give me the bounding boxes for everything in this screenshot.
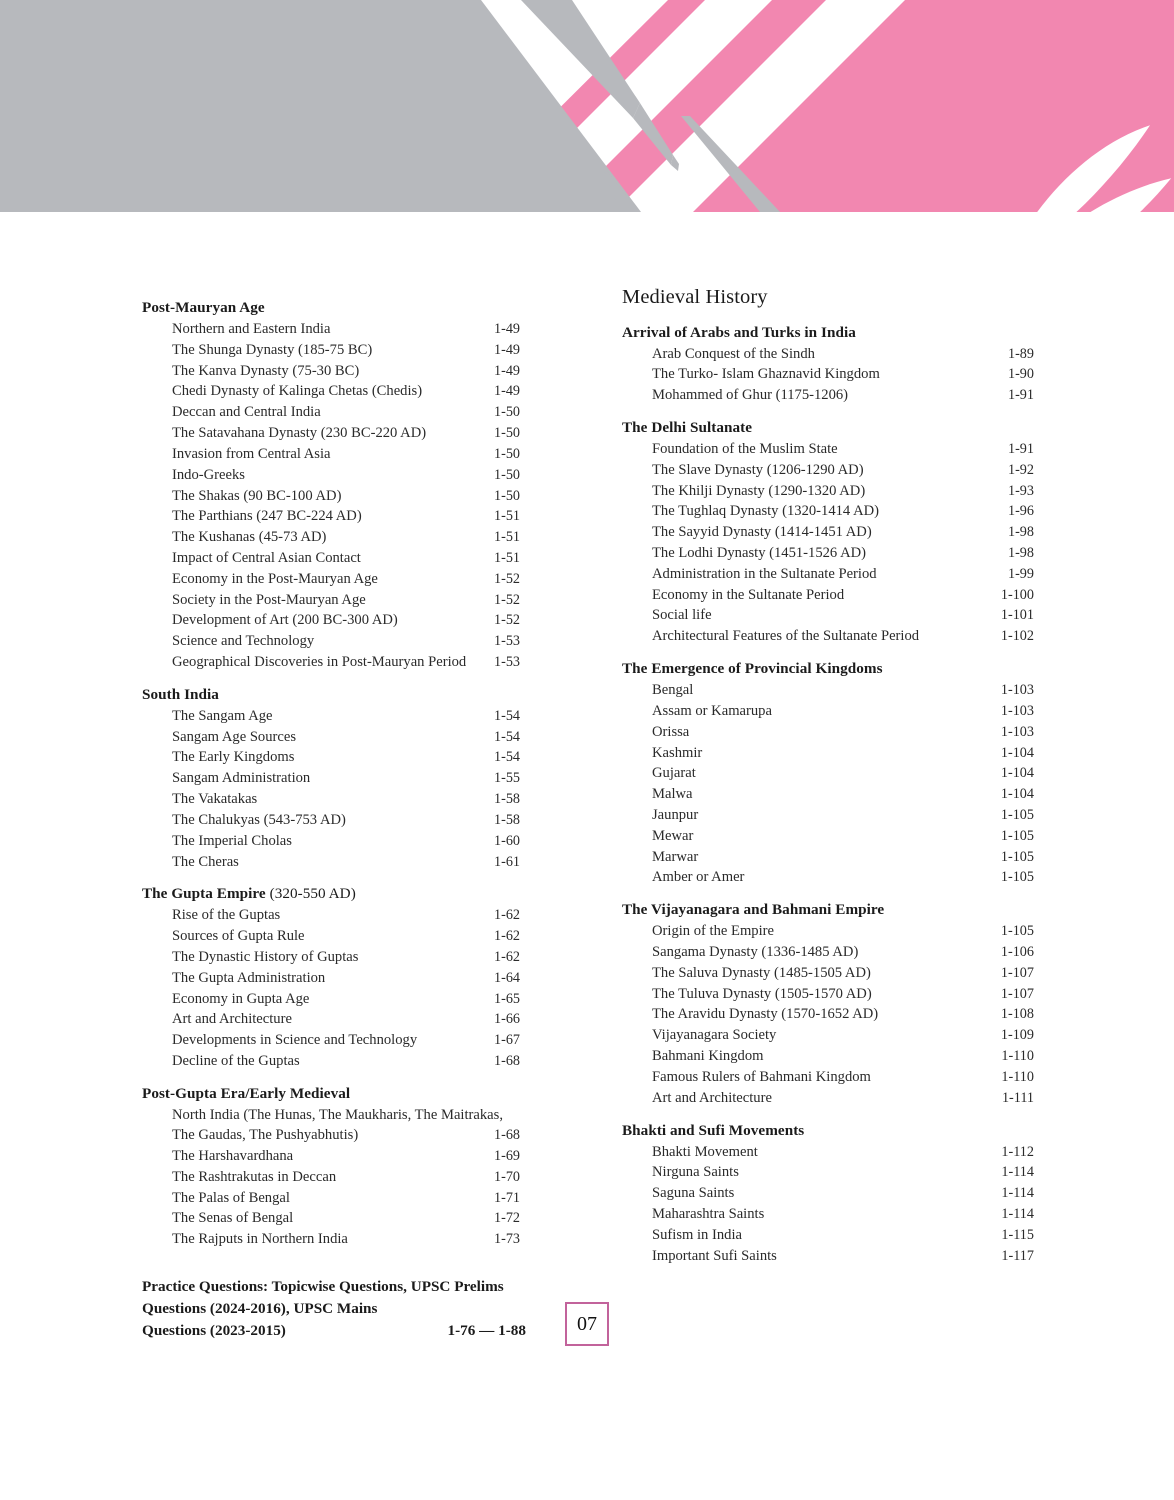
section-heading-south-india (142, 685, 542, 704)
toc-entry[interactable] (622, 743, 1034, 764)
toc-entry-label: Vijayanagara Society (652, 1027, 777, 1044)
toc-entry-label: Development of Art (200 BC-300 AD) (172, 612, 398, 629)
toc-entry-page-number: 1-69 (494, 1147, 521, 1164)
toc-entry[interactable] (142, 610, 542, 631)
toc-entry-label: Arab Conquest of the Sindh (652, 345, 815, 362)
toc-entry[interactable] (142, 506, 542, 527)
toc-entry-label: The Dynastic History of Guptas (172, 948, 359, 965)
toc-entry[interactable] (142, 381, 542, 402)
toc-entry-label: Foundation of the Muslim State (652, 440, 838, 457)
section-heading-text: The Delhi Sultanate (622, 418, 753, 436)
practice-questions-line2: Questions (2024-2016), UPSC Mains (142, 1299, 378, 1317)
toc-entry[interactable] (622, 942, 1034, 963)
toc-entry[interactable] (142, 548, 542, 569)
toc-entry[interactable] (622, 1025, 1034, 1046)
toc-entry-page-number: 1-52 (494, 591, 521, 608)
toc-entry[interactable] (142, 319, 542, 340)
toc-entry[interactable] (622, 847, 1034, 868)
toc-entry[interactable] (622, 680, 1034, 701)
toc-section (622, 418, 1034, 647)
toc-entry-label: Economy in the Sultanate Period (652, 586, 845, 603)
toc-entry[interactable] (622, 585, 1034, 606)
toc-entry-page-number: 1-62 (494, 907, 521, 924)
toc-entry[interactable] (142, 1229, 542, 1250)
section-heading-the-gupta-empire (142, 884, 542, 903)
toc-entry-label: The Imperial Cholas (172, 832, 292, 849)
toc-entry-page-number: 1-50 (494, 466, 521, 483)
toc-section (142, 298, 542, 673)
toc-entry-list (622, 921, 1034, 1108)
toc-entry-label: Saguna Saints (652, 1185, 735, 1202)
practice-questions-page-range: 1-76 — 1-88 (447, 1321, 526, 1339)
toc-entry-label: Sangama Dynasty (1336-1485 AD) (652, 944, 859, 961)
toc-entry[interactable] (142, 1030, 542, 1051)
toc-entry[interactable] (142, 1146, 542, 1167)
toc-entry-page-number: 1-114 (1001, 1205, 1034, 1222)
section-heading-text: Bhakti and Sufi Movements (622, 1121, 805, 1139)
toc-entry-page-number: 1-105 (1000, 869, 1034, 886)
toc-entry-page-number: 1-54 (494, 707, 521, 724)
toc-entry-page-number: 1-50 (494, 445, 521, 462)
toc-entry-page-number: 1-54 (494, 728, 521, 745)
toc-section (142, 685, 542, 873)
toc-entry-list (622, 1142, 1034, 1267)
toc-entry-label-continued: The Gaudas, The Pushyabhutis) (172, 1127, 359, 1144)
toc-entry[interactable] (142, 905, 542, 926)
toc-entry[interactable] (142, 727, 542, 748)
toc-entry[interactable] (142, 527, 542, 548)
toc-section (622, 1121, 1034, 1267)
toc-entry-label: The Satavahana Dynasty (230 BC-220 AD) (172, 425, 427, 442)
toc-entry-page-number: 1-71 (494, 1189, 521, 1206)
toc-entry-label: Economy in Gupta Age (172, 990, 310, 1007)
section-heading-arrival-of-arabs-and-turks-in-india (622, 323, 1034, 342)
toc-entry-label: The Rajputs in Northern India (172, 1231, 348, 1248)
practice-questions-block[interactable] (142, 1276, 532, 1341)
toc-entry[interactable] (142, 423, 542, 444)
toc-entry-page-number: 1-100 (1000, 586, 1034, 603)
gsp-logo (858, 120, 1148, 212)
practice-questions-line3: Questions (2023-2015) (142, 1321, 286, 1339)
page-number-text: 07 (577, 1312, 597, 1335)
toc-entry-label: Sangam Age Sources (172, 728, 297, 745)
toc-entry[interactable] (622, 564, 1034, 585)
toc-entry-label: The Sangam Age (172, 707, 273, 724)
toc-entry[interactable] (142, 968, 542, 989)
toc-entry-label: The Gupta Administration (172, 969, 326, 986)
toc-section (142, 1084, 542, 1250)
section-heading-post-mauryan-age (142, 298, 542, 317)
toc-entry-page-number: 1-106 (1000, 944, 1034, 961)
toc-section (622, 323, 1034, 406)
toc-entry-label: Sufism in India (652, 1226, 742, 1243)
toc-entry[interactable] (622, 543, 1034, 564)
toc-entry-page-number: 1-53 (494, 633, 521, 650)
toc-entry-label: Social life (652, 607, 712, 624)
toc-entry-label: Art and Architecture (172, 1011, 292, 1028)
toc-entry-label: Mewar (652, 827, 694, 844)
toc-entry[interactable] (142, 1188, 542, 1209)
toc-section (622, 900, 1034, 1108)
toc-left-column (142, 212, 542, 1341)
toc-entry-page-number: 1-98 (1007, 545, 1034, 562)
toc-entry[interactable] (622, 1225, 1034, 1246)
section-heading-text: South India (142, 685, 219, 703)
toc-entry-page-number: 1-112 (1001, 1143, 1034, 1160)
toc-entry-label: The Vakatakas (172, 791, 258, 808)
toc-entry-label: The Turko- Islam Ghaznavid Kingdom (652, 366, 880, 383)
toc-entry-label: Gujarat (652, 765, 696, 782)
section-heading-text: The Gupta Empire (142, 885, 266, 903)
toc-entry-page-number: 1-68 (494, 1127, 521, 1144)
toc-entry[interactable] (622, 1088, 1034, 1109)
toc-entry-page-number: 1-51 (494, 508, 521, 525)
toc-entry-page-number: 1-117 (1001, 1247, 1034, 1264)
practice-questions-line1: Practice Questions: Topicwise Questions, UPSC Prelims (142, 1278, 504, 1296)
toc-entry[interactable] (142, 947, 542, 968)
toc-entry-page-number: 1-102 (1000, 628, 1034, 645)
toc-entry-label: Sources of Gupta Rule (172, 928, 305, 945)
toc-entry-page-number: 1-93 (1007, 482, 1034, 499)
toc-entry-label: North India (The Hunas, The Maukharis, The Maitrakas, (172, 1106, 503, 1123)
toc-entry-page-number: 1-67 (494, 1032, 521, 1049)
toc-entry[interactable] (622, 460, 1034, 481)
toc-entry[interactable] (142, 1009, 542, 1030)
toc-entry-list (142, 905, 542, 1072)
toc-entry[interactable] (622, 722, 1034, 743)
toc-entry-page-number: 1-61 (494, 853, 521, 870)
toc-entry-label: Assam or Kamarupa (652, 702, 772, 719)
toc-entry-page-number: 1-104 (1000, 765, 1034, 782)
toc-entry[interactable] (622, 1183, 1034, 1204)
toc-entry-page-number: 1-50 (494, 487, 521, 504)
toc-entry-label: The Harshavardhana (172, 1147, 294, 1164)
toc-entry-page-number: 1-107 (1000, 964, 1034, 981)
toc-entry[interactable] (622, 921, 1034, 942)
section-heading-the-vijayanagara-and-bahmani-empire (622, 900, 1034, 919)
toc-entry[interactable] (142, 1105, 542, 1146)
toc-entry-page-number: 1-49 (494, 341, 521, 358)
toc-entry-label: The Cheras (172, 853, 239, 870)
toc-entry-list (622, 344, 1034, 406)
toc-entry-label: Deccan and Central India (172, 404, 321, 421)
toc-entry-page-number: 1-49 (494, 362, 521, 379)
toc-entry-label: Sangam Administration (172, 770, 311, 787)
toc-entry[interactable] (142, 1167, 542, 1188)
right-column-title: Medieval History (622, 286, 768, 308)
section-heading-suffix: (320-550 AD) (265, 885, 356, 903)
toc-entry-label: The Saluva Dynasty (1485-1505 AD) (652, 964, 871, 981)
toc-entry-page-number: 1-51 (494, 529, 521, 546)
toc-entry-page-number: 1-105 (1000, 827, 1034, 844)
toc-entry-label: Society in the Post-Mauryan Age (172, 591, 366, 608)
toc-entry[interactable] (142, 1208, 542, 1229)
toc-entry[interactable] (622, 1004, 1034, 1025)
toc-entry-page-number: 1-110 (1001, 1048, 1034, 1065)
toc-entry-label: The Early Kingdoms (172, 749, 295, 766)
toc-entry-label: Malwa (652, 786, 693, 803)
toc-entry-label: The Shakas (90 BC-100 AD) (172, 487, 342, 504)
toc-entry[interactable] (622, 1067, 1034, 1088)
toc-entry[interactable] (622, 805, 1034, 826)
toc-entry[interactable] (622, 605, 1034, 626)
toc-entry[interactable] (142, 652, 542, 673)
toc-entry-label: Bahmani Kingdom (652, 1048, 764, 1065)
toc-entry[interactable] (622, 784, 1034, 805)
toc-entry-label: Nirguna Saints (652, 1164, 739, 1181)
toc-entry-label: Invasion from Central Asia (172, 445, 331, 462)
toc-entry-page-number: 1-114 (1001, 1164, 1034, 1181)
toc-entry[interactable] (142, 831, 542, 852)
toc-entry-page-number: 1-55 (494, 770, 521, 787)
toc-entry-page-number: 1-49 (494, 321, 521, 337)
toc-entry-page-number: 1-52 (494, 612, 521, 629)
toc-entry[interactable] (622, 963, 1034, 984)
toc-entry-label: The Parthians (247 BC-224 AD) (172, 508, 362, 525)
toc-entry[interactable] (142, 590, 542, 611)
toc-entry[interactable] (622, 481, 1034, 502)
toc-entry-page-number: 1-103 (1000, 702, 1034, 719)
toc-entry-page-number: 1-65 (494, 990, 521, 1007)
toc-entry-page-number: 1-104 (1000, 786, 1034, 803)
toc-entry[interactable] (622, 385, 1034, 406)
toc-entry-page-number: 1-109 (1000, 1027, 1034, 1044)
toc-entry-page-number: 1-98 (1007, 524, 1034, 541)
toc-entry[interactable] (142, 569, 542, 590)
toc-entry-label: Impact of Central Asian Contact (172, 549, 361, 566)
section-heading-text: Post-Gupta Era/Early Medieval (142, 1084, 351, 1102)
section-heading-text: Post-Mauryan Age (142, 299, 265, 316)
toc-entry-page-number: 1-103 (1000, 682, 1034, 699)
toc-entry-label: Art and Architecture (652, 1089, 772, 1106)
section-heading-post-gupta-era-early-medieval (142, 1084, 542, 1103)
toc-entry[interactable] (142, 361, 542, 382)
toc-entry-list (142, 1105, 542, 1250)
toc-entry[interactable] (142, 989, 542, 1010)
toc-entry-list (622, 439, 1034, 647)
toc-entry-page-number: 1-62 (494, 928, 521, 945)
toc-entry[interactable] (142, 444, 542, 465)
toc-entry-label: Jaunpur (652, 806, 699, 823)
toc-entry-page-number: 1-60 (494, 832, 521, 849)
section-heading-text: Arrival of Arabs and Turks in India (622, 323, 856, 341)
toc-entry[interactable] (622, 344, 1034, 365)
toc-entry-label: The Shunga Dynasty (185-75 BC) (172, 341, 373, 358)
toc-entry-label: The Rashtrakutas in Deccan (172, 1168, 337, 1185)
toc-entry-page-number: 1-111 (1001, 1089, 1034, 1106)
section-heading-the-delhi-sultanate (622, 418, 1034, 437)
toc-entry-label: Indo-Greeks (172, 466, 245, 483)
toc-entry-label: The Kanva Dynasty (75-30 BC) (172, 362, 360, 379)
toc-entry[interactable] (142, 465, 542, 486)
toc-entry-label: The Khilji Dynasty (1290-1320 AD) (652, 482, 866, 499)
toc-entry-label: The Aravidu Dynasty (1570-1652 AD) (652, 1006, 879, 1023)
header-banner (0, 0, 1174, 212)
toc-entry-label: Orissa (652, 723, 690, 740)
toc-entry-page-number: 1-114 (1001, 1185, 1034, 1202)
toc-entry-label: The Palas of Bengal (172, 1189, 290, 1206)
toc-entry[interactable] (622, 1246, 1034, 1267)
toc-entry-page-number: 1-68 (494, 1053, 521, 1069)
toc-entry-page-number: 1-66 (494, 1011, 521, 1028)
toc-entry-label: Developments in Science and Technology (172, 1032, 418, 1049)
toc-entry[interactable] (142, 768, 542, 789)
toc-entry-label: Decline of the Guptas (172, 1053, 300, 1069)
toc-entry-label: The Tughlaq Dynasty (1320-1414 AD) (652, 503, 880, 520)
toc-entry-label: Economy in the Post-Mauryan Age (172, 570, 378, 587)
toc-entry[interactable] (142, 852, 542, 873)
toc-entry[interactable] (622, 439, 1034, 460)
page-number-badge (565, 1302, 609, 1346)
toc-entry[interactable] (622, 867, 1034, 888)
toc-entry-label: The Tuluva Dynasty (1505-1570 AD) (652, 985, 872, 1002)
toc-entry-page-number: 1-99 (1007, 565, 1034, 582)
section-heading-the-emergence-of-provincial-kingdoms (622, 659, 1034, 678)
toc-section (622, 659, 1034, 888)
toc-entry-label: Science and Technology (172, 633, 315, 650)
toc-entry[interactable] (622, 501, 1034, 522)
toc-entry-page-number: 1-58 (494, 811, 521, 828)
toc-entry[interactable] (622, 522, 1034, 543)
section-heading-text: The Emergence of Provincial Kingdoms (622, 660, 883, 678)
toc-entry-label: The Senas of Bengal (172, 1210, 294, 1227)
toc-entry-label: Mohammed of Ghur (1175-1206) (652, 387, 849, 404)
toc-entry-page-number: 1-101 (1000, 607, 1034, 624)
toc-entry-page-number: 1-105 (1000, 923, 1034, 940)
toc-entry-list (142, 319, 542, 673)
toc-entry-label: Administration in the Sultanate Period (652, 565, 877, 582)
leaf-burst-icon (457, 120, 1174, 212)
toc-entry-page-number: 1-104 (1000, 744, 1034, 761)
toc-entry[interactable] (622, 1046, 1034, 1067)
toc-entry-label: Rise of the Guptas (172, 907, 281, 924)
toc-entry-label: The Chalukyas (543-753 AD) (172, 811, 346, 828)
toc-entry[interactable] (142, 340, 542, 361)
toc-entry-page-number: 1-90 (1007, 366, 1034, 383)
toc-entry-page-number: 1-73 (494, 1231, 521, 1248)
toc-entry-page-number: 1-103 (1000, 723, 1034, 740)
toc-entry-page-number: 1-105 (1000, 806, 1034, 823)
toc-entry-list (142, 706, 542, 873)
toc-entry-page-number: 1-64 (494, 969, 521, 986)
toc-entry[interactable] (142, 747, 542, 768)
toc-entry-label: The Lodhi Dynasty (1451-1526 AD) (652, 545, 867, 562)
toc-entry-label: Bengal (652, 682, 694, 699)
toc-entry-label: The Slave Dynasty (1206-1290 AD) (652, 461, 864, 478)
toc-entry-label: Important Sufi Saints (652, 1247, 777, 1264)
toc-entry[interactable] (622, 1204, 1034, 1225)
toc-entry-label: Maharashtra Saints (652, 1205, 765, 1222)
toc-entry-page-number: 1-91 (1007, 440, 1034, 457)
toc-entry-label: Geographical Discoveries in Post-Mauryan Period (172, 654, 467, 670)
toc-entry-page-number: 1-50 (494, 404, 521, 421)
toc-entry[interactable] (142, 402, 542, 423)
toc-entry-page-number: 1-115 (1001, 1226, 1034, 1243)
toc-entry-label: Famous Rulers of Bahmani Kingdom (652, 1068, 871, 1085)
toc-entry-label: The Sayyid Dynasty (1414-1451 AD) (652, 524, 872, 541)
toc-entry-label: Architectural Features of the Sultanate Period (652, 628, 920, 645)
toc-right-column (622, 212, 1034, 1266)
toc-entry-label: Kashmir (652, 744, 703, 761)
toc-entry-page-number: 1-110 (1001, 1068, 1034, 1085)
toc-entry-page-number: 1-70 (494, 1168, 521, 1185)
toc-entry-page-number: 1-105 (1000, 848, 1034, 865)
toc-entry-page-number: 1-72 (494, 1210, 521, 1227)
toc-entry[interactable] (142, 810, 542, 831)
toc-entry[interactable] (622, 763, 1034, 784)
toc-entry-page-number: 1-50 (494, 425, 521, 442)
toc-section (142, 884, 542, 1072)
toc-entry-page-number: 1-91 (1007, 387, 1034, 404)
toc-entry-label: Marwar (652, 848, 699, 865)
toc-entry-label: The Kushanas (45-73 AD) (172, 529, 327, 546)
toc-entry-label: Chedi Dynasty of Kalinga Chetas (Chedis) (172, 383, 423, 400)
toc-entry[interactable] (142, 926, 542, 947)
toc-entry-page-number: 1-108 (1000, 1006, 1034, 1023)
toc-entry[interactable] (622, 364, 1034, 385)
toc-entry[interactable] (142, 706, 542, 727)
toc-entry-page-number: 1-96 (1007, 503, 1034, 520)
toc-entry-label: Origin of the Empire (652, 923, 774, 940)
section-heading-bhakti-and-sufi-movements (622, 1121, 1034, 1140)
toc-entry[interactable] (142, 631, 542, 652)
toc-entry-page-number: 1-49 (494, 383, 521, 400)
section-heading-text: The Vijayanagara and Bahmani Empire (622, 901, 885, 919)
left-column-top-spacer (142, 212, 542, 286)
toc-entry[interactable] (142, 789, 542, 810)
toc-entry-page-number: 1-52 (494, 570, 521, 587)
toc-entry[interactable] (142, 1051, 542, 1072)
toc-entry-page-number: 1-58 (494, 791, 521, 808)
toc-entry-list (622, 680, 1034, 888)
toc-entry[interactable] (622, 701, 1034, 722)
toc-entry-page-number: 1-92 (1007, 461, 1034, 478)
toc-entry-page-number: 1-53 (494, 654, 521, 670)
toc-entry-page-number: 1-54 (494, 749, 521, 766)
toc-entry-page-number: 1-62 (494, 948, 521, 965)
toc-entry-page-number: 1-89 (1007, 345, 1034, 362)
toc-entry[interactable] (142, 486, 542, 507)
toc-entry[interactable] (622, 826, 1034, 847)
toc-entry-label: Amber or Amer (652, 869, 745, 886)
toc-entry[interactable] (622, 1162, 1034, 1183)
toc-entry-page-number: 1-107 (1000, 985, 1034, 1002)
toc-entry-page-number: 1-51 (494, 549, 521, 566)
toc-entry[interactable] (622, 1142, 1034, 1163)
toc-entry-label: Northern and Eastern India (172, 321, 331, 337)
toc-entry-label: Bhakti Movement (652, 1143, 758, 1160)
toc-entry[interactable] (622, 626, 1034, 647)
toc-entry[interactable] (622, 984, 1034, 1005)
